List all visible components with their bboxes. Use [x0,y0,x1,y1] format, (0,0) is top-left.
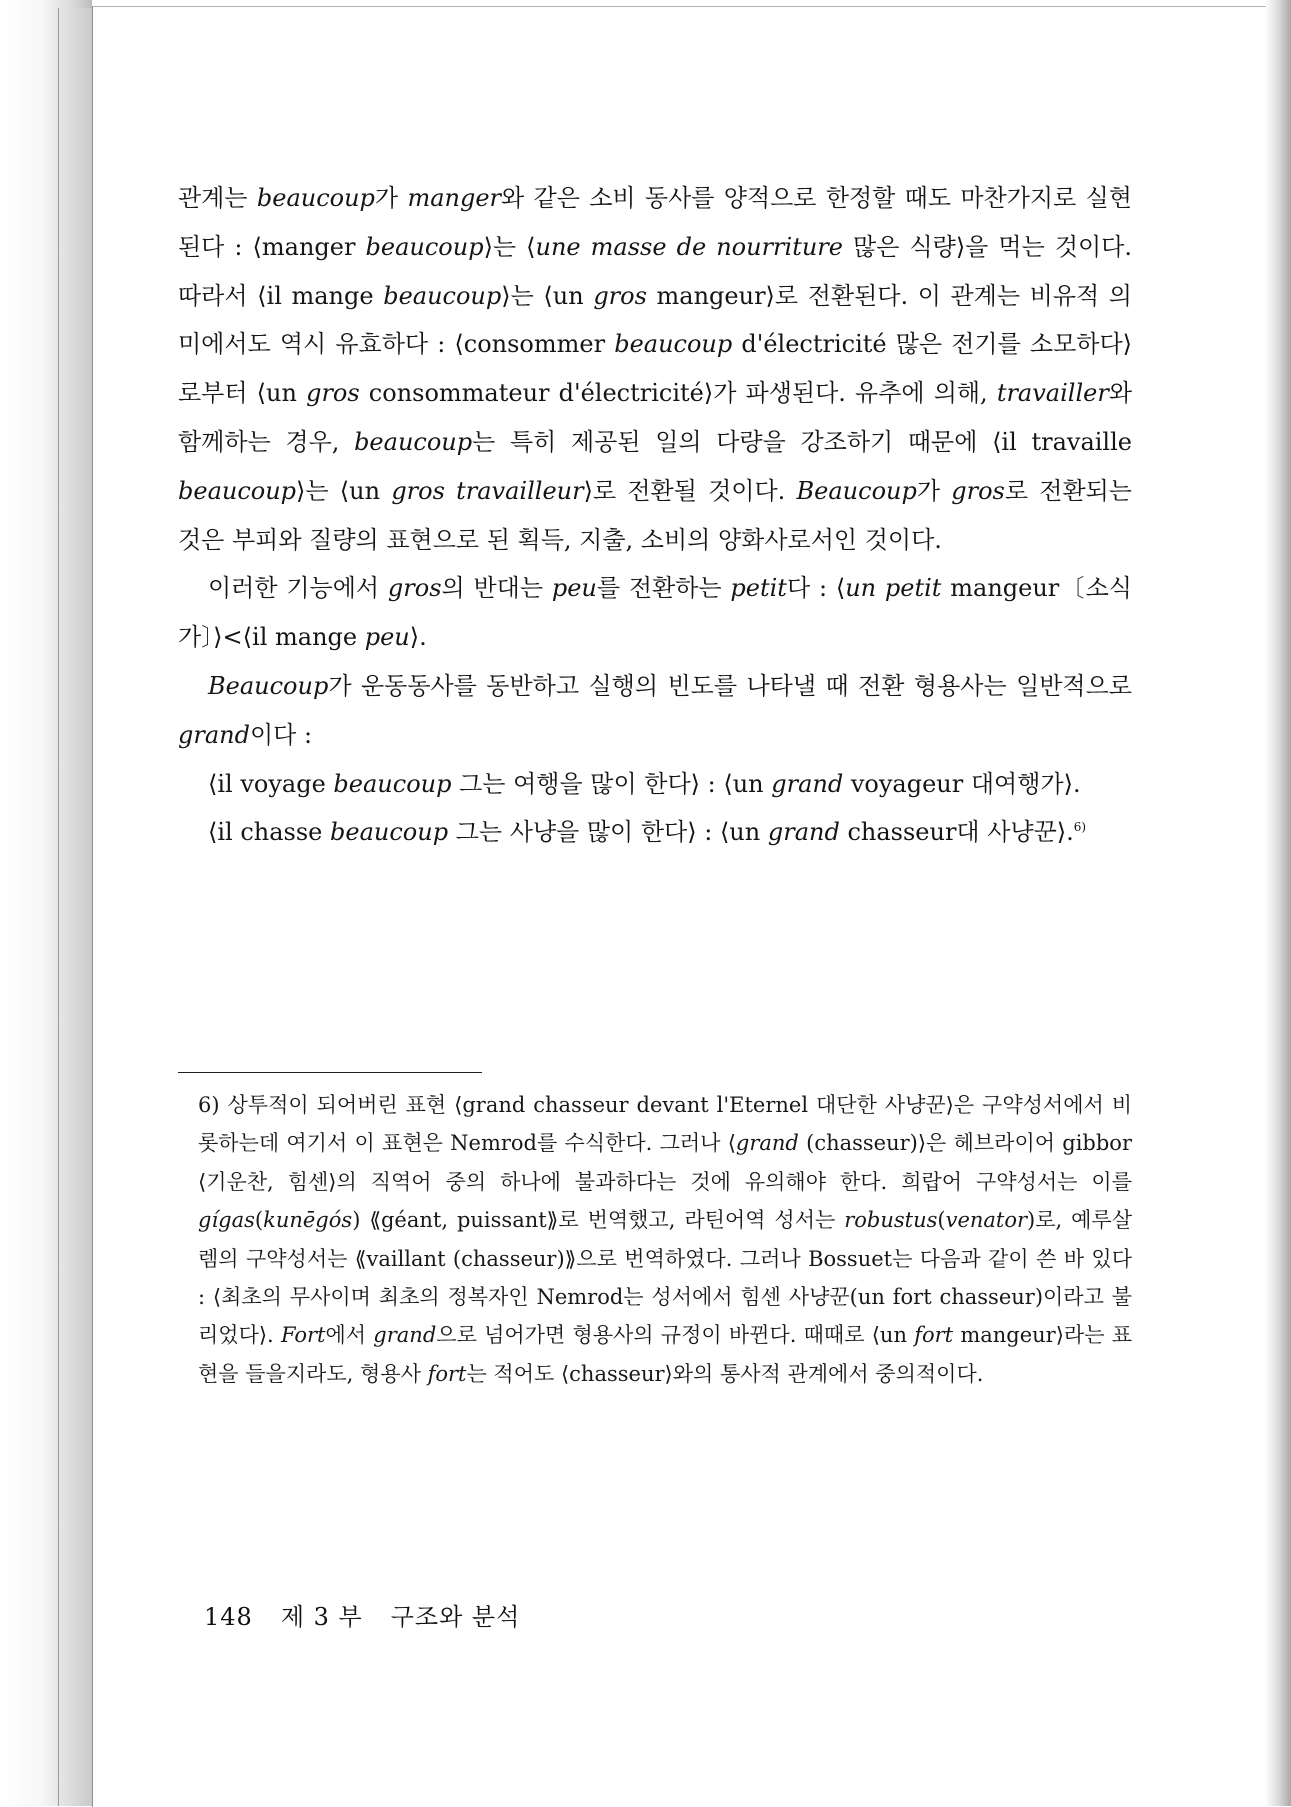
italic-run: beaucoup [330,818,449,847]
example-chasse [178,808,1132,857]
text-run: 와 함께하는 경우, [178,379,1132,456]
text-run: ⟩는 ⟨un [296,476,392,505]
italic-run: kunēgós [263,1208,353,1233]
book-spine-shadow [58,8,93,1806]
italic-run: grand [767,818,840,847]
page-right-shadow [1265,0,1291,1806]
italic-run: fort [914,1323,954,1348]
part-title: 구조와 분석 [390,1603,521,1631]
book-edge [0,0,92,1806]
footnote-text [198,1093,1132,1386]
italic-run: petit [730,574,787,603]
italic-run: beaucoup [614,330,733,359]
body-text [178,174,1132,857]
text-run: 그는 사냥을 많이 한다⟩ : ⟨un [448,818,768,847]
text-run: 관계는 [178,184,257,212]
italic-run: gros travailleur [391,476,584,505]
text-run: mangeur〔소식가〕⟩<⟨il mange [178,574,1132,652]
footnote-number: 6) [198,1093,220,1117]
text-run: 가 [374,184,408,212]
text-run: 그는 여행을 많이 한다⟩ : ⟨un [451,769,772,798]
text-run: 에서 [325,1323,374,1348]
footnote [198,1086,1132,1393]
footnote-reference: 6) [1073,820,1087,835]
text-run: (chasseur)⟩은 헤브라이어 gibbor ⟨기운찬, 힘센⟩의 직역어 중의 하나에 불과하다는 것에 유의해야 한다. 희랍어 구약성서는 이를 [198,1131,1132,1194]
text-run: 많은 식량⟩을 먹는 것이다. 따라서 ⟨il mange [178,232,1132,310]
text-run: 가 [916,476,952,505]
page-footer [204,1597,520,1632]
text-run: 이다 : [249,720,313,749]
text-run: ⟩는 ⟨ [483,232,536,261]
text-run: 다 : ⟨ [786,574,846,603]
italic-run: gros [306,379,360,408]
example-voyage [178,760,1132,809]
italic-run: grand [373,1323,437,1348]
text-run: ) ⟪géant, puissant⟫로 번역했고, 라틴어역 성서는 [352,1208,845,1233]
text-run: ⟨il chasse [208,818,331,847]
text-run: ⟨il voyage [208,769,334,798]
text-run: )로, 예루살렘의 구약성서는 ⟪vaillant (chasseur)⟫으로 번역하였다. 그러나 Bossuet는 다음과 같이 쓴 바 있다 : ⟨최초의 무사이며 최초의 정복자인 Nemrod는 성서에서 힘센 사냥꾼(un fort chasseur)이라고 불리었다⟩. [198,1208,1132,1348]
italic-run: beaucoup [256,184,375,212]
italic-run: un petit [845,574,942,603]
italic-run: gros [951,476,1005,505]
text-run: chasseur대 사냥꾼⟩. [839,818,1074,847]
paragraph-1 [178,174,1132,564]
footnote-6 [198,1086,1132,1393]
paragraph-2 [178,564,1132,662]
italic-run: beaucoup [383,281,502,310]
italic-run: beaucoup [333,769,452,798]
italic-run: grand [735,1131,799,1156]
text-run: d'électricité 많은 전기를 소모하다⟩로부터 ⟨un [178,330,1132,408]
text-run: 는 특히 제공된 일의 다량을 강조하기 때문에 ⟨il travaille [472,427,1132,456]
italic-run: beaucoup [178,476,297,505]
footnote-divider [178,1072,482,1073]
text-run: ⟩. [409,623,427,652]
italic-run: venator [945,1208,1028,1233]
text-run: 와 같은 소비 동사를 양적으로 한정할 때도 마찬가지로 실현된다 : ⟨manger [178,184,1132,261]
italic-run: gígas [198,1208,255,1233]
text-run: 는 적어도 ⟨chasseur⟩와의 통사적 관계에서 중의적이다. [466,1361,984,1386]
italic-run: gros [593,281,647,310]
italic-run: manger [407,184,501,212]
text-run: voyageur 대여행가⟩. [843,769,1081,798]
example-chasse-text [208,818,1074,846]
paragraph-3 [178,662,1132,760]
italic-run: peu [551,574,597,603]
italic-run: gros [387,574,442,603]
italic-run: fort [427,1361,467,1386]
text-run: ( [937,1208,946,1233]
italic-run: Fort [280,1323,326,1348]
text-run: 를 전환하는 [596,574,731,603]
italic-run: grand [771,769,844,798]
italic-run: peu [364,623,410,652]
italic-run: robustus [844,1208,938,1233]
italic-run: Beaucoup [208,671,329,700]
italic-run: beaucoup [365,232,484,261]
text-run: 으로 넘어가면 형용사의 규정이 바뀐다. 때때로 ⟨un [436,1323,915,1348]
text-run: 상투적이 되어버린 표현 ⟨grand chasseur devant l'Eternel 대단한 사냥꾼⟩은 구약성서에서 비롯하는데 여기서 이 표현은 Nemrod를 수식한다. 그러나 ⟨ [198,1093,1132,1156]
text-run: 의 반대는 [441,574,552,603]
text-run: mangeur⟩로 전환된다. 이 관계는 비유적 의미에서도 역시 유효하다 : ⟨consommer [178,281,1132,359]
text-run: 로 전환되는 것은 부피와 질량의 표현으로 된 획득, 지출, 소비의 양화사로서인 것이다. [178,476,1132,554]
italic-run: grand [178,720,250,749]
page-number: 148 [204,1603,253,1631]
text-run: 가 운동동사를 동반하고 실행의 빈도를 나타낼 때 전환 형용사는 일반적으로 [328,671,1132,700]
text-run: consommateur d'électricité⟩가 파생된다. 유추에 의해, [359,379,997,408]
italic-run: travailler [996,379,1109,408]
text-run: mangeur⟩라는 표현을 들을지라도, 형용사 [198,1323,1132,1386]
text-run: ( [254,1208,264,1233]
text-run: ⟩는 ⟨un [501,281,594,310]
italic-run: beaucoup [354,427,473,456]
text-run: ⟩로 전환될 것이다. [583,476,797,505]
italic-run: une masse de nourriture [535,232,843,261]
italic-run: Beaucoup [796,476,917,505]
part-label: 제 3 부 [280,1603,363,1631]
text-run: 이러한 기능에서 [208,574,388,603]
